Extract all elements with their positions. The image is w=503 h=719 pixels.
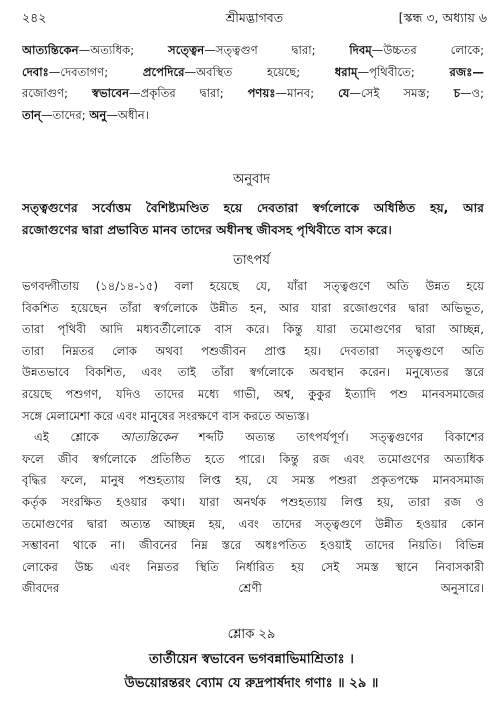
verse-line: তার্তীয়েন স্বভাবেন ভগবন্নাভিমাশ্রিতাঃ । <box>148 652 355 667</box>
purport-line: উন্নতভাবে বিকশিত, এবং তাই তাঁরা স্বর্গলোকে অবস্থান করেন। মনুষ্যেতর স্তরে <box>22 365 484 380</box>
page-header <box>22 8 487 30</box>
page-number: ২৪২ <box>22 10 47 25</box>
purport-line: কর্তৃক সংরক্ষিত হওয়ার কথা। যারা অনর্থক পশুহত্যায় লিপ্ত হয়, তারা রজ ও <box>22 494 484 509</box>
translation-line: সত্ত্বগুণের সর্বোত্তম বৈশিষ্ট্যমণ্ডিত হয়ে দেবতারা স্বর্গলোকে অধিষ্ঠিত হয়, আর <box>22 201 484 215</box>
word-meanings <box>22 40 484 126</box>
running-title: শ্রীমদ্ভাগবত <box>225 10 284 25</box>
purport-line: তারা পৃথিবী আদি মধ্যবর্তীলোকে বাস করে। কিন্তু যারা তমোগুণের দ্বারা আচ্ছন্ন, <box>22 322 484 337</box>
purport-line: তমোগুণের দ্বারা অত্যন্ত আচ্ছন্ন হয়, এবং তাদের সত্ত্বগুণে উন্নীত হওয়ার কোন <box>22 516 484 531</box>
purport-line: বিকশিত হয়েছেন তাঁরা স্বর্গলোকে উন্নীত হন, আর যারা রজোগুণের দ্বারা অভিভূত, <box>22 300 484 315</box>
purport-line: বৃদ্ধির ফলে, মানুষ পশুহত্যায় লিপ্ত হয়, যে সমস্ত পশুরা প্রকৃতপক্ষে মানবসমাজ <box>22 473 484 488</box>
purport-line: ফলে জীব স্বর্গলোকে প্রতিষ্ঠিত হতে পারে। কিন্তু রজ এবং তমোগুণের অত্যধিক <box>22 451 484 466</box>
purport-line: তারা নিম্নতর লোক অথবা পশুজীবন প্রাপ্ত হয়। দেবতারা সত্ত্বগুণে অতি <box>22 343 484 358</box>
purport-line: জীবদের শ্রেণী অনুসারে। <box>22 581 484 596</box>
purport-line: ভগবদ্গীতায় (১৪/১৪-১৫) বলা হয়েছে যে, যাঁরা সত্ত্বগুণে অতি উন্নত হয়ে <box>22 279 484 293</box>
section-reference: [স্কন্ধ ৩, অধ্যায় ৬ <box>398 10 487 25</box>
word-meaning-line: তান্—তাদের; অনু—অধীন। <box>22 107 149 122</box>
purport-line: এই শ্লোকে আত্যন্তিকেন শব্দটি অত্যন্ত তাৎপর্যপূর্ণ। সত্ত্বগুণের বিকাশের <box>34 430 484 445</box>
word-meaning-line: দেবাঃ—দেবতাগণ; প্রপেদিরে—অবস্থিত হয়েছে; ধরাম্—পৃথিবীতে; রজঃ— <box>22 64 484 79</box>
purport-heading: তাৎপর্য <box>233 253 270 268</box>
verse-line: উভয়োরন্তরং ব্যোম যে রুদ্রপার্ষদাং গণাঃ ॥ ২৯ ॥ <box>124 676 379 691</box>
verse-number-heading: শ্লোক ২৯ <box>227 627 276 642</box>
purport-line: লোকের উচ্চ এবং নিম্নতর স্থিতি নির্ধারিত হয় সেই সমস্ত স্থানে নিবাসকারী <box>22 559 484 574</box>
translation-heading: অনুবাদ <box>233 172 270 187</box>
translation-text <box>22 197 484 241</box>
purport-line: সঙ্গে মেলামেশা করে এবং মানুষের সংরক্ষণে বাস করতে অভ্যস্ত। <box>22 408 310 423</box>
word-meaning-line: আত্যন্তিকেন—অত্যধিক; সত্ত্বেন—সত্ত্বগুণ দ্বারা; দিবম্—উচ্চতর লোকে; <box>22 43 484 57</box>
purport-text <box>22 276 484 600</box>
purport-line: রয়েছে পশুগণ, যদিও তাদের মধ্যে গাভী, অশ্ব, কুকুর ইত্যাদি পশু মানবসমাজের <box>22 386 484 401</box>
translation-line: রজোগুণের দ্বারা প্রভাবিত মানব তাদের অধীনস্থ জীবসহ পৃথিবীতে বাস করে। <box>22 223 392 237</box>
word-meaning-line: রজোগুণ; স্বভাবেন—প্রকৃতির দ্বারা; পণয়ঃ—মানব; যে—সেই সমস্ত; চ—ও; <box>22 86 484 101</box>
purport-line: সম্ভাবনা থাকে না। জীবনের নিম্ন স্তরে অধঃপতিত হওয়াই তাদের নিয়তি। বিভিন্ন <box>22 538 484 553</box>
